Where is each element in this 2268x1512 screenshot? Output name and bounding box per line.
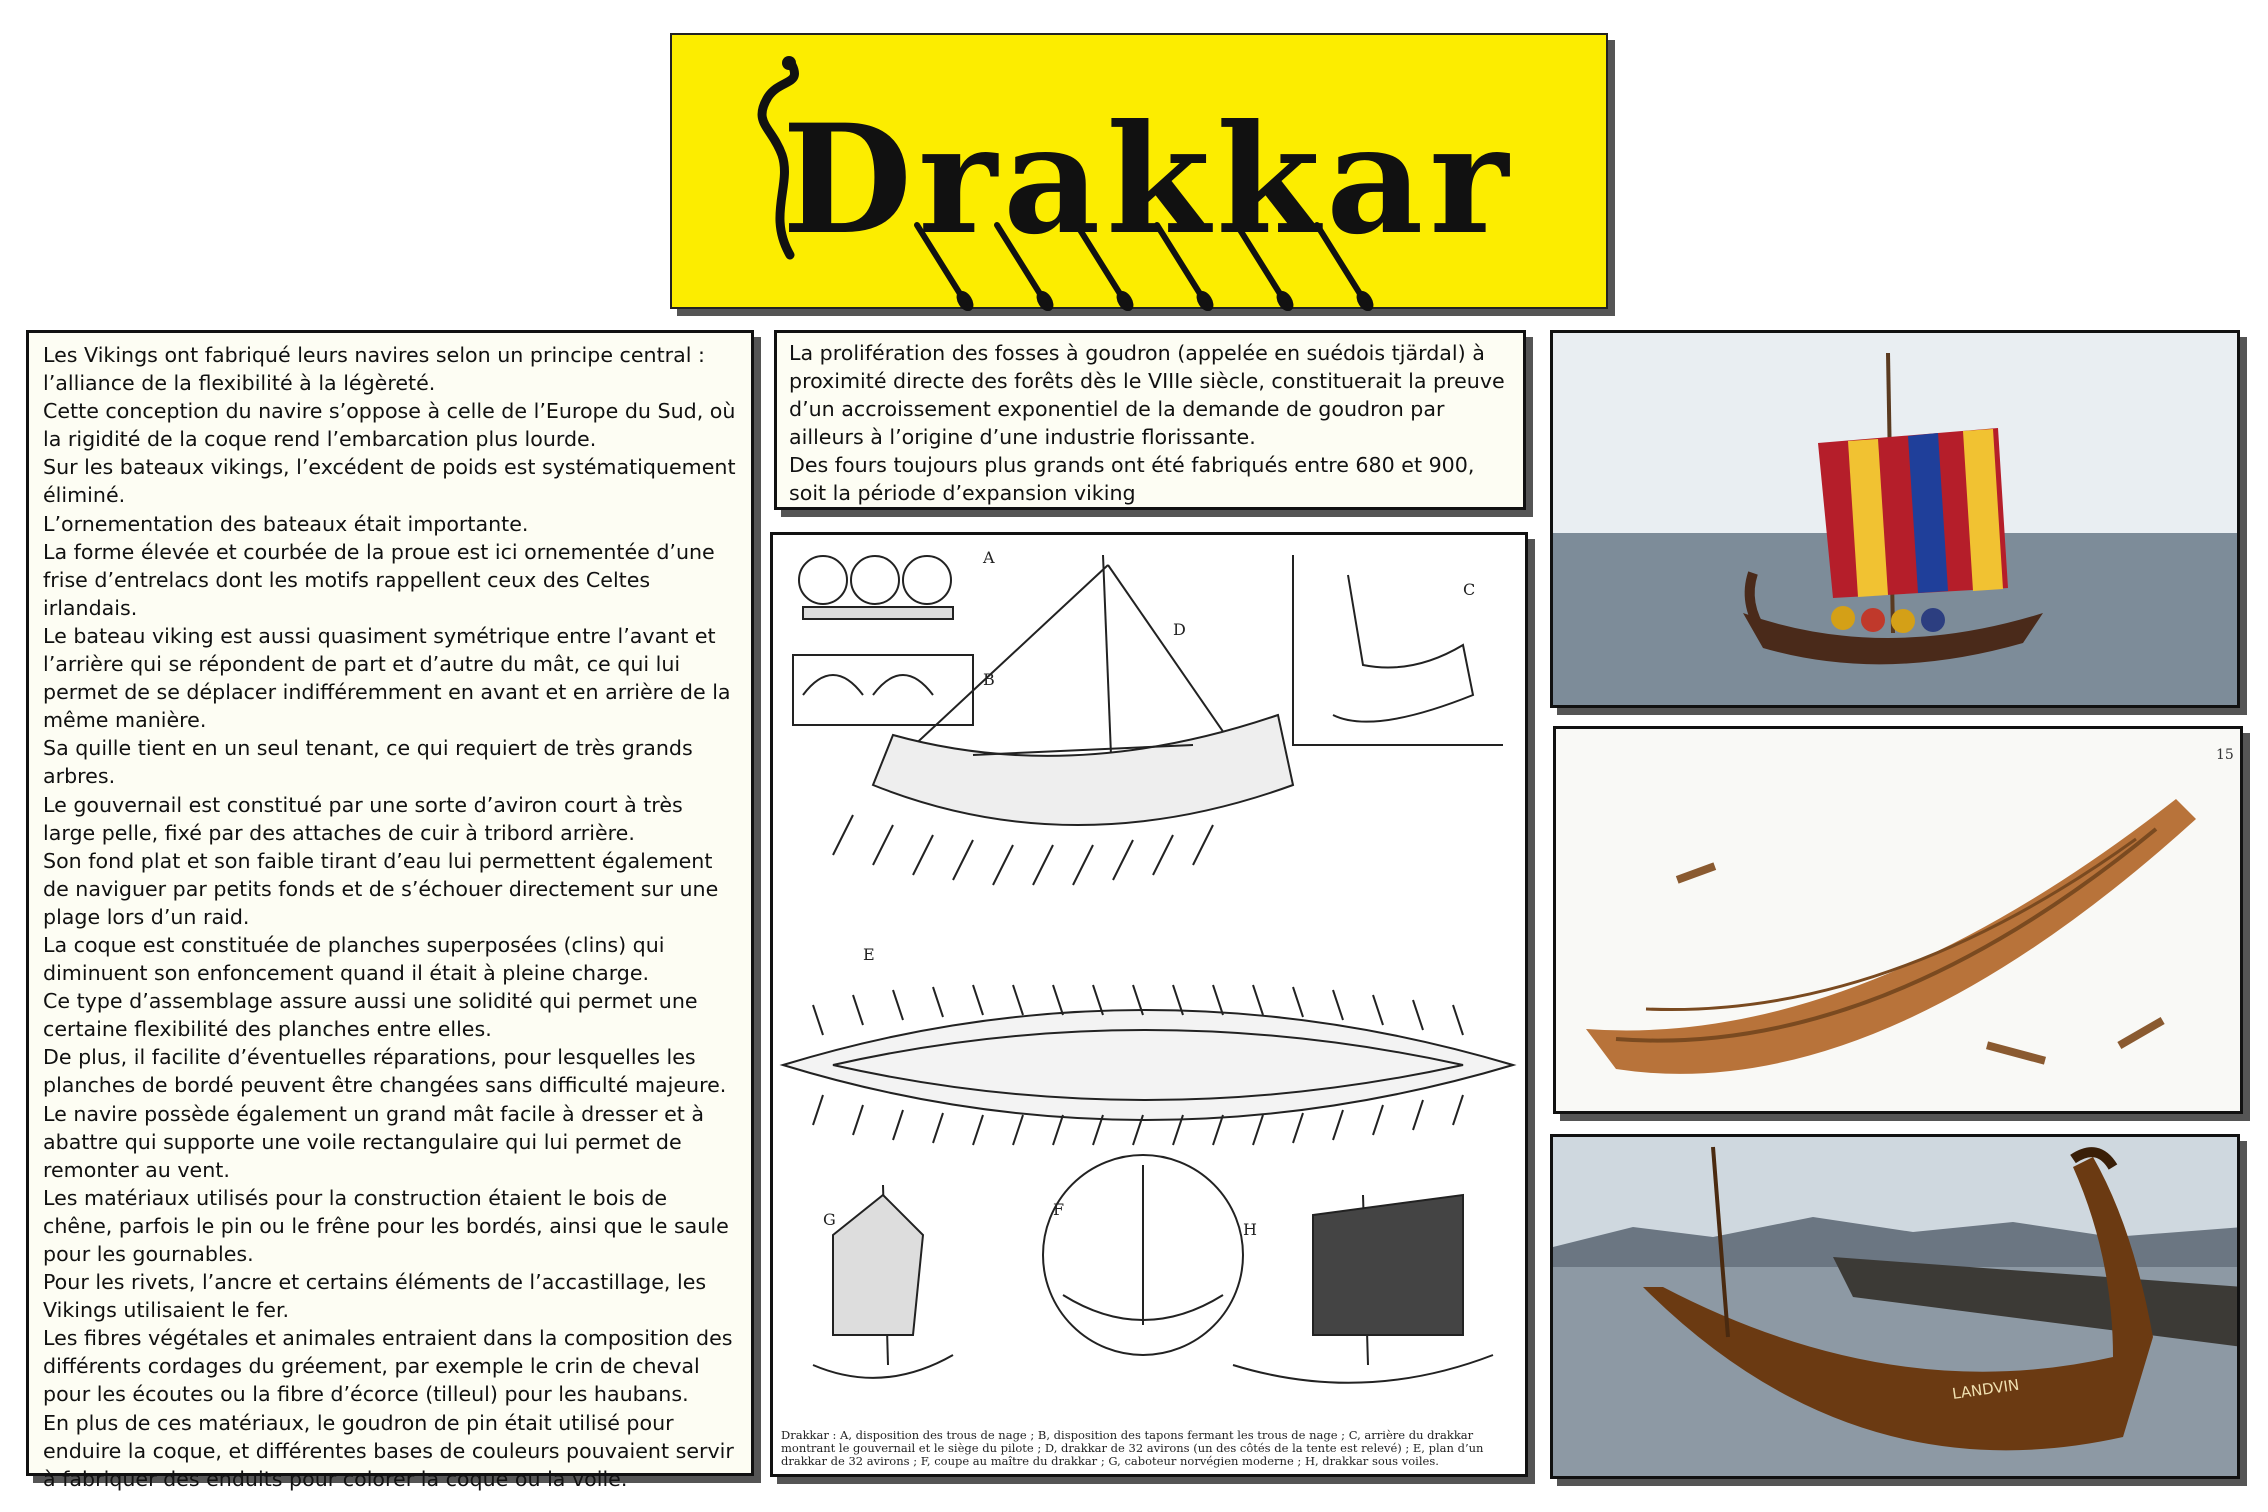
- photo-moored-drakkar: [1550, 1134, 2240, 1479]
- diagram-caption: Drakkar : A, disposition des trous de nage ; B, disposition des tapons fermant les trous de nage ; C, arrière du drakkar montrant le gouvernail et le siège du pilote ; D, drakkar de 32 avirons (un des côtés de la tente est relevé) ; E, plan d’un drakkar de 32 avirons ; F, coupe au maître du drakkar ; G, caboteur norvégien moderne ; H, drakkar sous voiles.: [781, 1428, 1484, 1468]
- tar-paragraph: Des fours toujours plus grands ont été fabriqués entre 680 et 900, soit la période d’expansion viking: [789, 453, 1475, 505]
- photo-sailing-drakkar: [1550, 330, 2240, 708]
- boat-name-label: LANDVIN: [1951, 1375, 2021, 1403]
- left-paragraph: Ce type d’assemblage assure aussi une solidité qui permet une certaine flexibilité des planches entre elles.: [43, 989, 698, 1042]
- photo-ship-construction: [1553, 726, 2243, 1114]
- left-paragraph: Le gouvernail est constitué par une sorte d’aviron court à très large pelle, fixé par des attaches de cuir à tribord arrière.: [43, 792, 683, 845]
- left-paragraph: L’ornementation des bateaux était importante.: [43, 511, 529, 536]
- drakkar-engraving: [770, 532, 1528, 1477]
- left-paragraph: La forme élevée et courbée de la proue est ici ornementée d’une frise d’entrelacs dont les motifs rappellent ceux des Celtes irlandais.: [43, 539, 715, 620]
- left-paragraph: Les matériaux utilisés pour la construction étaient le bois de chêne, parfois le pin ou le frêne pour les bordés, ainsi que le saule pour les gournables.: [43, 1185, 729, 1266]
- shields-icon: [799, 556, 953, 619]
- drakkar-diagram-illustration: [773, 535, 1525, 1395]
- left-paragraph: Sur les bateaux vikings, l’excédent de poids est systématiquement éliminé.: [43, 455, 736, 508]
- diagram-label-b: B: [983, 670, 995, 689]
- diagram-label-f: F: [1053, 1200, 1065, 1219]
- diagram-label-d: D: [1173, 620, 1186, 639]
- cross-section-icon: [1043, 1155, 1243, 1355]
- left-paragraph: Sa quille tient en un seul tenant, ce qui requiert de très grands arbres.: [43, 736, 693, 789]
- diagram-label-h: H: [1243, 1220, 1257, 1239]
- left-text-panel: [26, 330, 754, 1491]
- left-paragraph: Les Vikings ont fabriqué leurs navires selon un principe central : l’alliance de la flexibilité à la légèreté.: [43, 343, 705, 396]
- sailing-drakkar-icon: [1233, 1195, 1493, 1383]
- left-paragraph: Les fibres végétales et animales entraient dans la composition des différents cordages du gréement, par exemple le crin de cheval pour les écoutes ou la fibre d’écorce (tilleul) pour les haubans.: [43, 1326, 733, 1407]
- left-paragraph: De plus, il facilite d’éventuelles réparations, pour lesquelles les planches de bordé peuvent être changées sans difficulté majeure.: [43, 1045, 727, 1098]
- tar-text-panel: [774, 330, 1526, 510]
- diagram-label-e: E: [863, 945, 875, 964]
- left-paragraph: En plus de ces matériaux, le goudron de pin était utilisé pour enduire la coque, et différentes bases de couleurs pouvaient servir à fabriquer des enduits pour colorer la coque ou la voile.: [43, 1410, 734, 1491]
- left-paragraph: Pour les rivets, l’ancre et certains éléments de l’accastillage, les Vikings utilisaient le fer.: [43, 1270, 707, 1323]
- left-paragraph: Cette conception du navire s’oppose à celle de l’Europe du Sud, où la rigidité de la coque rend l’embarcation plus lourde.: [43, 399, 736, 452]
- left-paragraph: Le navire possède également un grand mât facile à dresser et à abattre qui supporte une voile rectangulaire qui lui permet de remonter au vent.: [43, 1101, 704, 1182]
- diagram-label-g: G: [823, 1210, 836, 1229]
- striped-sail-icon: [1818, 428, 2008, 598]
- drakkar-ship-icon: [833, 555, 1293, 885]
- diagram-label-a: A: [983, 548, 995, 567]
- left-paragraph: La coque est constituée de planches superposées (clins) qui diminuent son enfoncement quand il était à pleine charge.: [43, 932, 665, 986]
- photo-page-number: 15: [2216, 747, 2234, 763]
- tar-paragraph: La prolifération des fosses à goudron (appelée en suédois tjärdal) à proximité directe des forêts dès le VIIIe siècle, constituerait la preuve d’un accroissement exponentiel de la demande de goudron par ailleurs à l’origine d’une industrie florissante.: [789, 341, 1505, 449]
- diagram-label-c: C: [1463, 580, 1476, 599]
- hull-plan-icon: [783, 985, 1513, 1145]
- title-banner: [670, 33, 1608, 309]
- page-title: Drakkar: [782, 92, 1515, 268]
- left-paragraph: Le bateau viking est aussi quasiment symétrique entre l’avant et l’arrière qui se répondent de part et d’autre du mât, ce qui lui permet de se déplacer indifféremment en avant et en arrière de la même manière.: [43, 623, 731, 733]
- left-paragraph: Son fond plat et son faible tirant d’eau lui permettent également de naviguer par petits fonds et de s’échouer directement sur une plage lors d’un raid.: [43, 848, 719, 929]
